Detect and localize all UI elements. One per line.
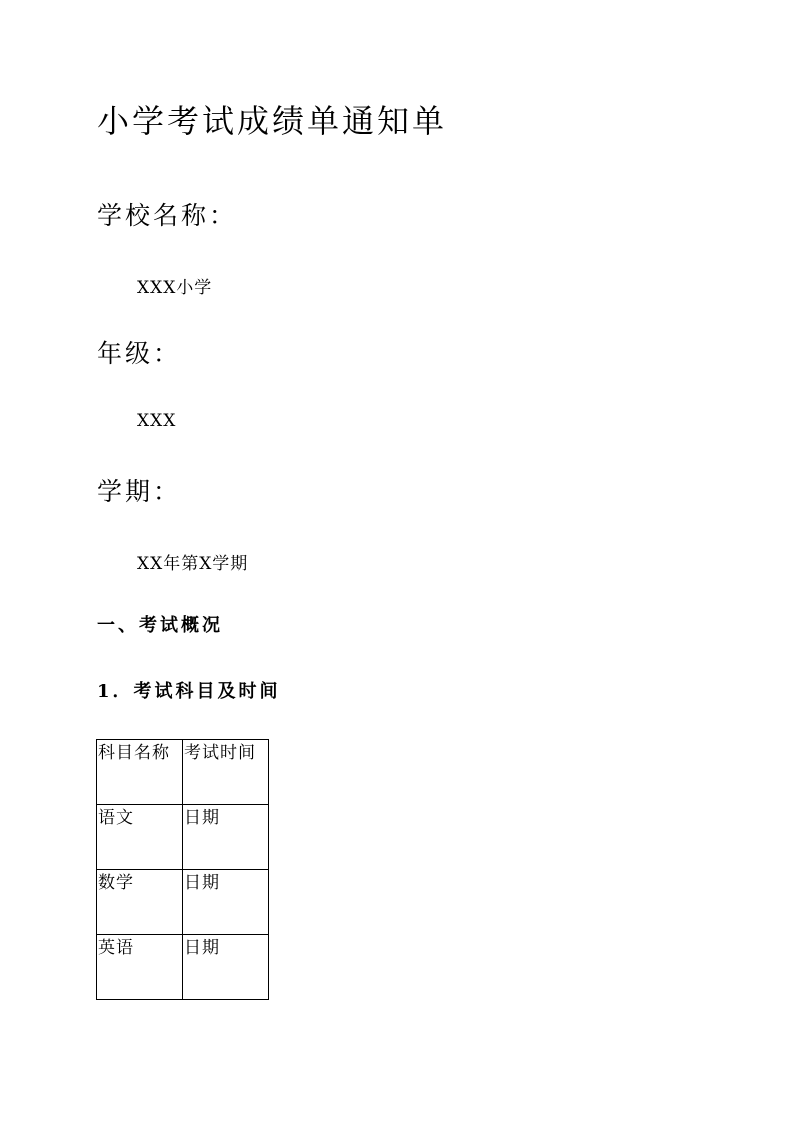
school-name-value: XXX小学 xyxy=(137,278,213,298)
table-header-subject: 科目名称 xyxy=(97,740,183,805)
table-cell-subject: 数学 xyxy=(97,870,183,935)
semester-label: 学期： xyxy=(97,477,182,506)
grade-label: 年级： xyxy=(97,339,182,368)
table-header-row xyxy=(97,740,269,805)
table-cell-time: 日期 xyxy=(183,805,269,870)
table-row xyxy=(97,870,269,935)
table-row xyxy=(97,935,269,1000)
table-header-time: 考试时间 xyxy=(183,740,269,805)
grade-value: XXX xyxy=(137,411,177,431)
semester-value: XX年第X学期 xyxy=(137,554,249,574)
table-row xyxy=(97,805,269,870)
table-cell-time: 日期 xyxy=(183,870,269,935)
school-name-label: 学校名称： xyxy=(97,201,238,230)
document-title: 小学考试成绩单通知单 xyxy=(97,102,448,140)
section-heading-exam-overview: 一、考试概况 xyxy=(97,615,223,636)
table-cell-time: 日期 xyxy=(183,935,269,1000)
subsection-heading-subjects-time: 1．考试科目及时间 xyxy=(97,681,281,702)
table-cell-subject: 语文 xyxy=(97,805,183,870)
table-cell-subject: 英语 xyxy=(97,935,183,1000)
exam-schedule-table xyxy=(96,739,269,1000)
